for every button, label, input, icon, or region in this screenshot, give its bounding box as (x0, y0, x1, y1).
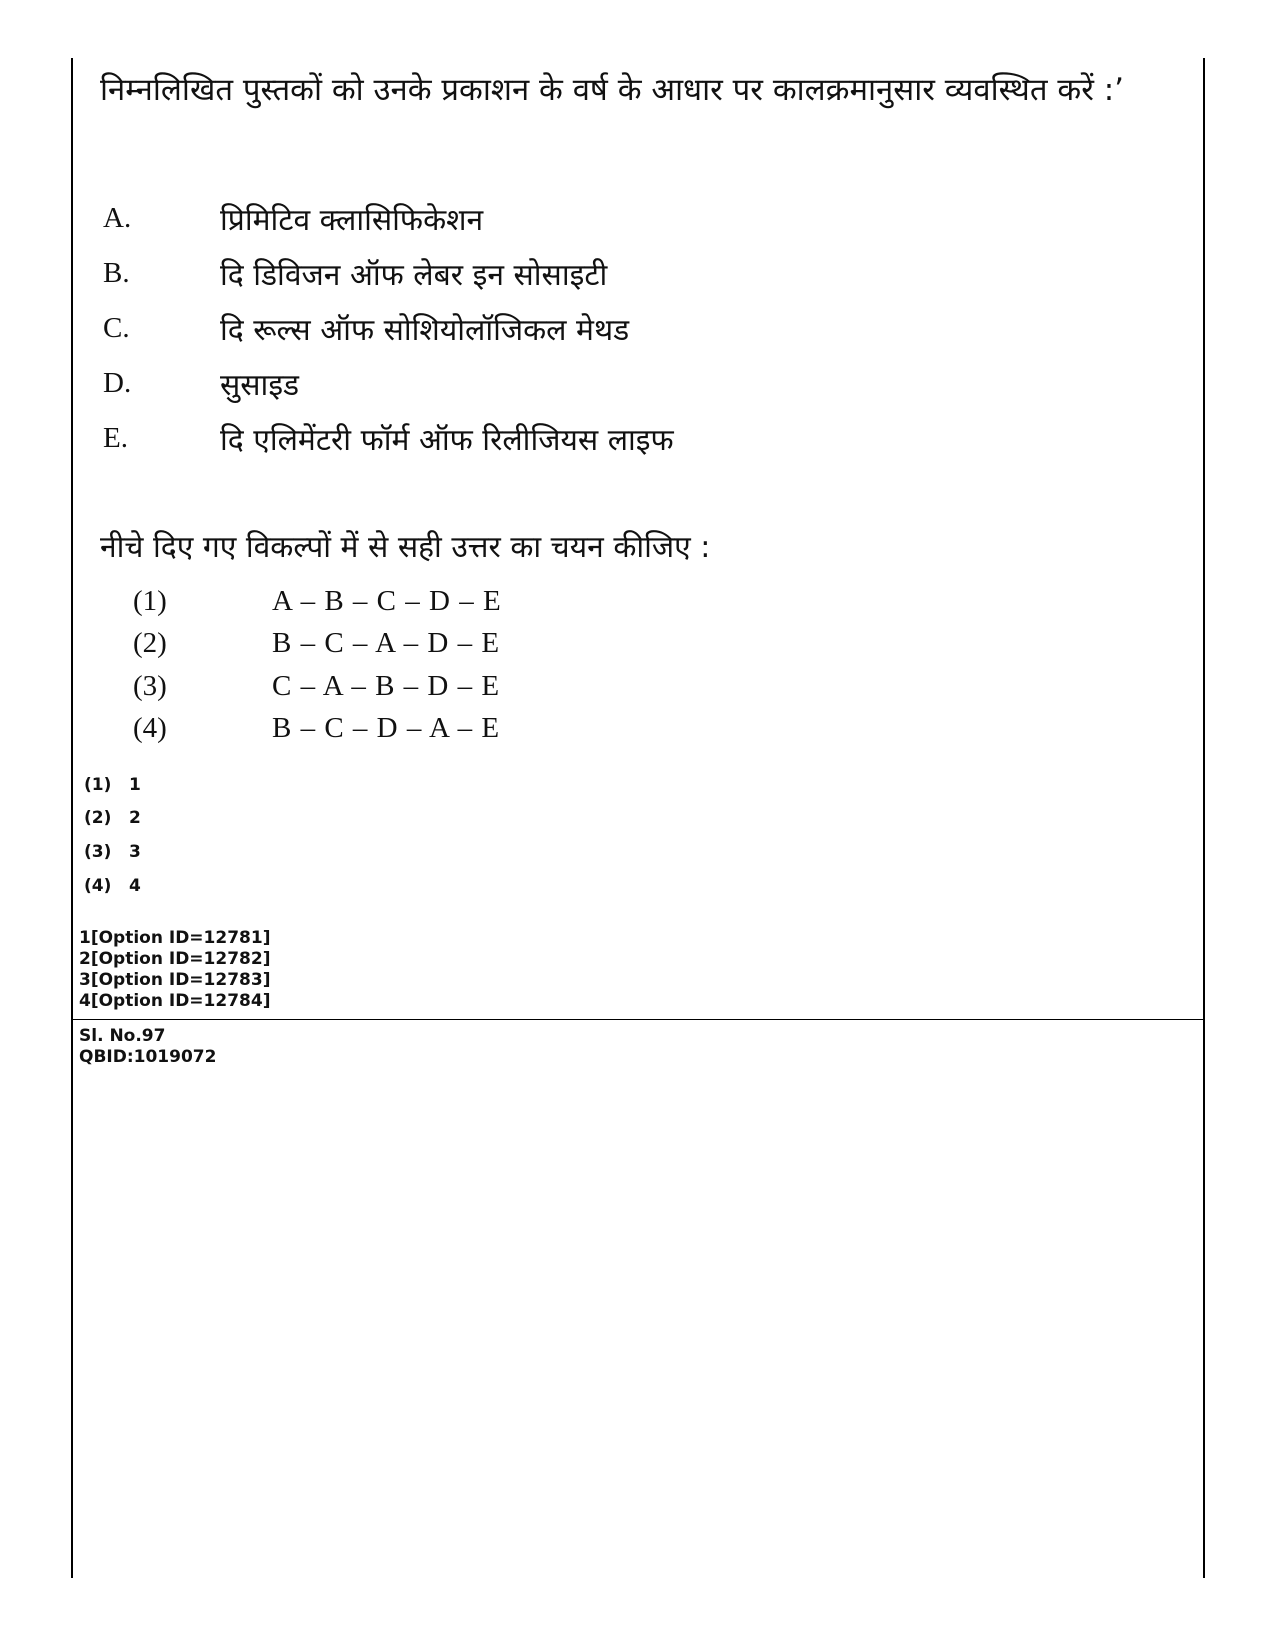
next-question-header (79, 1026, 216, 1068)
answer-option-number: (2) (84, 808, 112, 828)
answer-option-value: 1 (129, 775, 141, 795)
item-label: E. (103, 422, 128, 454)
item-text: दि डिविजन ऑफ लेबर इन सोसाइटी (220, 258, 608, 293)
answer-option[interactable] (84, 775, 141, 795)
list-item (0, 363, 1100, 419)
item-text: प्रिमिटिव क्लासिफिकेशन (220, 203, 484, 238)
instruction-text: नीचे दिए गए विकल्पों में से सही उत्तर का चयन कीजिए : (100, 530, 711, 565)
choice-row (0, 670, 600, 712)
item-text: दि रूल्स ऑफ सोशियोलॉजिकल मेथड (220, 313, 630, 348)
choice-row (0, 712, 600, 754)
item-text: सुसाइड (220, 368, 300, 403)
choice-number: (3) (133, 670, 167, 702)
answer-option-number: (1) (84, 775, 112, 795)
choice-sequence: C – A – B – D – E (272, 670, 501, 702)
choice-number: (1) (133, 585, 167, 617)
choice-sequence: A – B – C – D – E (272, 585, 502, 617)
choice-row (0, 627, 600, 669)
answer-option[interactable] (84, 808, 141, 828)
answer-option[interactable] (84, 842, 141, 862)
list-item (0, 418, 1100, 474)
item-label: D. (103, 367, 132, 399)
choice-sequence: B – C – A – D – E (272, 627, 501, 659)
choice-row (0, 585, 600, 627)
item-label: C. (103, 312, 130, 344)
question-divider (71, 1019, 1205, 1020)
qbid: QBID:1019072 (79, 1047, 217, 1067)
option-id: 2[Option ID=12782] (79, 949, 271, 969)
right-border-line (1203, 58, 1205, 1578)
answer-option-value: 3 (129, 842, 141, 862)
choice-sequence: B – C – D – A – E (272, 712, 501, 744)
option-id: 1[Option ID=12781] (79, 928, 271, 948)
item-label: B. (103, 257, 130, 289)
list-item (0, 308, 1100, 364)
choice-number: (4) (133, 712, 167, 744)
list-item (0, 198, 1100, 254)
option-id: 3[Option ID=12783] (79, 970, 271, 990)
answer-option[interactable] (84, 876, 141, 896)
item-text: दि एलिमेंटरी फॉर्म ऑफ रिलीजियस लाइफ (220, 423, 674, 458)
question-stem: निम्नलिखित पुस्तकों को उनके प्रकाशन के वर्ष के आधार पर कालक्रमानुसार व्यवस्थित करें :’ (100, 72, 1125, 108)
answer-option-value: 4 (129, 876, 141, 896)
choice-number: (2) (133, 627, 167, 659)
answer-option-number: (4) (84, 876, 112, 896)
option-id-list (79, 928, 270, 1012)
serial-number: Sl. No.97 (79, 1026, 166, 1046)
answer-option-value: 2 (129, 808, 141, 828)
list-item (0, 253, 1100, 309)
option-id: 4[Option ID=12784] (79, 991, 271, 1011)
item-label: A. (103, 202, 132, 234)
answer-option-number: (3) (84, 842, 112, 862)
